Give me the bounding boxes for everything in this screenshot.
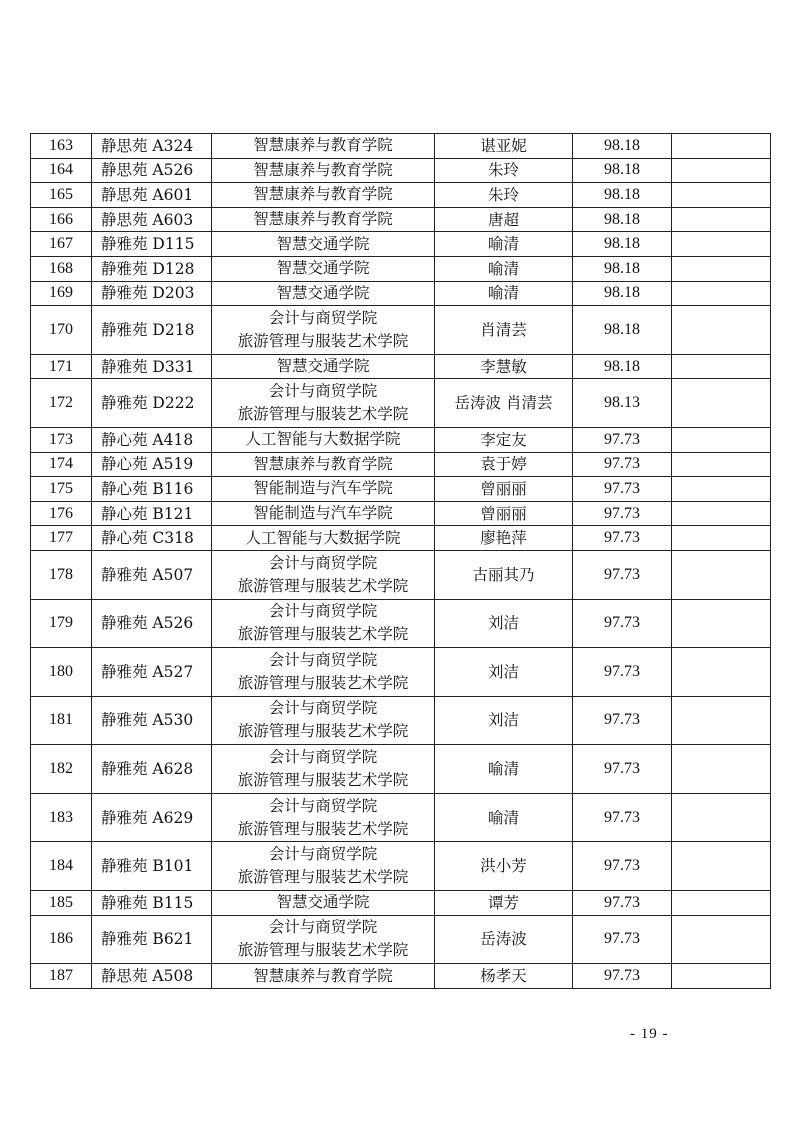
remark-cell — [672, 281, 771, 306]
dorm-room-cell: 静雅苑 A530 — [92, 696, 212, 745]
dorm-room-cell: 静雅苑 A628 — [92, 745, 212, 794]
dorm-room-cell: 静雅苑 A526 — [92, 599, 212, 648]
remark-cell — [672, 427, 771, 452]
college-name: 智慧交通学院 — [276, 259, 370, 278]
college-name: 智慧交通学院 — [276, 893, 370, 912]
remark-cell — [672, 696, 771, 745]
score-cell: 97.73 — [573, 891, 672, 916]
college-cell — [212, 842, 435, 891]
table-row — [31, 281, 771, 306]
score-cell: 97.73 — [573, 550, 672, 599]
remark-cell — [672, 526, 771, 551]
college-cell — [212, 599, 435, 648]
dorm-room-cell: 静雅苑 D115 — [92, 232, 212, 257]
college-cell — [212, 550, 435, 599]
remark-cell — [672, 648, 771, 697]
table-row — [31, 745, 771, 794]
college-name: 智慧交通学院 — [276, 283, 370, 302]
college-name: 人工智能与大数据学院 — [245, 528, 401, 547]
dorm-room-cell: 静思苑 A603 — [92, 207, 212, 232]
dorm-room-cell: 静雅苑 D222 — [92, 379, 212, 428]
table-row — [31, 452, 771, 477]
college-name: 旅游管理与服装艺术学院 — [237, 625, 409, 644]
college-cell — [212, 232, 435, 257]
row-number-cell: 173 — [31, 427, 92, 452]
table-row — [31, 232, 771, 257]
row-number-cell: 174 — [31, 452, 92, 477]
college-name: 旅游管理与服装艺术学院 — [237, 405, 409, 424]
college-name: 旅游管理与服装艺术学院 — [237, 771, 409, 790]
college-cell — [212, 158, 435, 183]
row-number-cell: 169 — [31, 281, 92, 306]
college-name: 会计与商贸学院 — [268, 602, 378, 621]
college-name: 智慧康养与教育学院 — [253, 966, 393, 985]
score-cell: 98.18 — [573, 256, 672, 281]
college-cell — [212, 281, 435, 306]
row-number-cell: 185 — [31, 891, 92, 916]
row-number-cell: 164 — [31, 158, 92, 183]
college-name: 旅游管理与服装艺术学院 — [237, 576, 409, 595]
remark-cell — [672, 207, 771, 232]
score-cell: 98.13 — [573, 379, 672, 428]
table-row — [31, 207, 771, 232]
college-cell — [212, 379, 435, 428]
dorm-room-cell: 静雅苑 B621 — [92, 915, 212, 964]
college-name: 会计与商贸学院 — [268, 845, 378, 864]
row-number-cell: 177 — [31, 526, 92, 551]
college-name: 旅游管理与服装艺术学院 — [237, 722, 409, 741]
table-row — [31, 158, 771, 183]
college-cell — [212, 134, 435, 159]
counselor-name-cell: 洪小芳 — [435, 842, 573, 891]
row-number-cell: 171 — [31, 354, 92, 379]
counselor-name-cell: 李定友 — [435, 427, 573, 452]
college-name: 智慧交通学院 — [276, 357, 370, 376]
counselor-name-cell: 曾丽丽 — [435, 477, 573, 502]
college-name: 旅游管理与服装艺术学院 — [237, 331, 409, 350]
college-name: 旅游管理与服装艺术学院 — [237, 673, 409, 692]
college-cell — [212, 501, 435, 526]
row-number-cell: 176 — [31, 501, 92, 526]
counselor-name-cell: 刘洁 — [435, 648, 573, 697]
counselor-name-cell: 谌亚妮 — [435, 134, 573, 159]
remark-cell — [672, 915, 771, 964]
college-cell — [212, 915, 435, 964]
college-cell — [212, 964, 435, 989]
table-row — [31, 964, 771, 989]
remark-cell — [672, 158, 771, 183]
college-name: 智慧交通学院 — [276, 234, 370, 253]
row-number-cell: 170 — [31, 306, 92, 355]
counselor-name-cell: 喻清 — [435, 232, 573, 257]
score-cell: 97.73 — [573, 964, 672, 989]
dorm-room-cell: 静雅苑 D218 — [92, 306, 212, 355]
dorm-room-cell: 静雅苑 A507 — [92, 550, 212, 599]
counselor-name-cell: 唐超 — [435, 207, 573, 232]
row-number-cell: 179 — [31, 599, 92, 648]
remark-cell — [672, 477, 771, 502]
college-name: 人工智能与大数据学院 — [245, 430, 401, 449]
table-row — [31, 427, 771, 452]
table-row — [31, 526, 771, 551]
college-name: 会计与商贸学院 — [268, 553, 378, 572]
college-name: 智能制造与汽车学院 — [253, 479, 393, 498]
dorm-room-cell: 静雅苑 D203 — [92, 281, 212, 306]
college-name: 智慧康养与教育学院 — [253, 136, 393, 155]
college-name: 会计与商贸学院 — [268, 308, 378, 327]
row-number-cell: 182 — [31, 745, 92, 794]
dormitory-score-table — [30, 133, 771, 989]
college-cell — [212, 452, 435, 477]
counselor-name-cell: 肖清芸 — [435, 306, 573, 355]
college-cell — [212, 891, 435, 916]
college-name: 智慧康养与教育学院 — [253, 160, 393, 179]
score-cell: 97.73 — [573, 648, 672, 697]
row-number-cell: 180 — [31, 648, 92, 697]
dorm-room-cell: 静雅苑 A527 — [92, 648, 212, 697]
score-cell: 98.18 — [573, 232, 672, 257]
remark-cell — [672, 379, 771, 428]
score-cell: 97.73 — [573, 696, 672, 745]
college-name: 会计与商贸学院 — [268, 382, 378, 401]
score-cell: 97.73 — [573, 427, 672, 452]
table-row — [31, 550, 771, 599]
dorm-room-cell: 静心苑 C318 — [92, 526, 212, 551]
table-row — [31, 648, 771, 697]
dorm-room-cell: 静心苑 B121 — [92, 501, 212, 526]
college-cell — [212, 648, 435, 697]
remark-cell — [672, 306, 771, 355]
row-number-cell: 184 — [31, 842, 92, 891]
counselor-name-cell: 岳涛波 肖清芸 — [435, 379, 573, 428]
college-cell — [212, 306, 435, 355]
score-cell: 98.18 — [573, 134, 672, 159]
college-name: 智慧康养与教育学院 — [253, 454, 393, 473]
counselor-name-cell: 喻清 — [435, 745, 573, 794]
row-number-cell: 165 — [31, 183, 92, 208]
row-number-cell: 167 — [31, 232, 92, 257]
table-row — [31, 891, 771, 916]
remark-cell — [672, 134, 771, 159]
table-row — [31, 183, 771, 208]
table-row — [31, 354, 771, 379]
counselor-name-cell: 廖艳萍 — [435, 526, 573, 551]
table-row — [31, 134, 771, 159]
dorm-room-cell: 静雅苑 D331 — [92, 354, 212, 379]
table-row — [31, 696, 771, 745]
counselor-name-cell: 朱玲 — [435, 183, 573, 208]
college-name: 旅游管理与服装艺术学院 — [237, 868, 409, 887]
counselor-name-cell: 喻清 — [435, 256, 573, 281]
table-row — [31, 842, 771, 891]
dorm-room-cell: 静雅苑 B101 — [92, 842, 212, 891]
college-cell — [212, 354, 435, 379]
score-cell: 97.73 — [573, 599, 672, 648]
counselor-name-cell: 谭芳 — [435, 891, 573, 916]
remark-cell — [672, 501, 771, 526]
row-number-cell: 187 — [31, 964, 92, 989]
table-row — [31, 501, 771, 526]
college-name: 会计与商贸学院 — [268, 748, 378, 767]
remark-cell — [672, 599, 771, 648]
row-number-cell: 163 — [31, 134, 92, 159]
college-cell — [212, 183, 435, 208]
dorm-room-cell: 静雅苑 B115 — [92, 891, 212, 916]
row-number-cell: 166 — [31, 207, 92, 232]
remark-cell — [672, 842, 771, 891]
row-number-cell: 168 — [31, 256, 92, 281]
page-number: - 19 - — [630, 1026, 669, 1042]
dorm-room-cell: 静心苑 B116 — [92, 477, 212, 502]
dorm-room-cell: 静思苑 A508 — [92, 964, 212, 989]
score-cell: 98.18 — [573, 207, 672, 232]
dorm-room-cell: 静心苑 A519 — [92, 452, 212, 477]
dorm-room-cell: 静雅苑 A629 — [92, 793, 212, 842]
college-cell — [212, 427, 435, 452]
score-cell: 97.73 — [573, 477, 672, 502]
table-row — [31, 379, 771, 428]
remark-cell — [672, 745, 771, 794]
college-name: 会计与商贸学院 — [268, 699, 378, 718]
counselor-name-cell: 古丽其乃 — [435, 550, 573, 599]
college-cell — [212, 477, 435, 502]
score-cell: 98.18 — [573, 306, 672, 355]
remark-cell — [672, 891, 771, 916]
counselor-name-cell: 刘洁 — [435, 696, 573, 745]
dorm-room-cell: 静雅苑 D128 — [92, 256, 212, 281]
score-cell: 98.18 — [573, 281, 672, 306]
college-name: 会计与商贸学院 — [268, 650, 378, 669]
college-cell — [212, 745, 435, 794]
dorm-room-cell: 静思苑 A324 — [92, 134, 212, 159]
score-cell: 97.73 — [573, 501, 672, 526]
score-cell: 98.18 — [573, 354, 672, 379]
counselor-name-cell: 曾丽丽 — [435, 501, 573, 526]
college-cell — [212, 793, 435, 842]
remark-cell — [672, 183, 771, 208]
college-cell — [212, 207, 435, 232]
college-name: 会计与商贸学院 — [268, 796, 378, 815]
table-row — [31, 477, 771, 502]
score-cell: 97.73 — [573, 915, 672, 964]
row-number-cell: 175 — [31, 477, 92, 502]
counselor-name-cell: 喻清 — [435, 793, 573, 842]
table-row — [31, 599, 771, 648]
table-row — [31, 256, 771, 281]
score-cell: 97.73 — [573, 526, 672, 551]
remark-cell — [672, 550, 771, 599]
counselor-name-cell: 李慧敏 — [435, 354, 573, 379]
college-name: 会计与商贸学院 — [268, 918, 378, 937]
remark-cell — [672, 452, 771, 477]
remark-cell — [672, 232, 771, 257]
counselor-name-cell: 喻清 — [435, 281, 573, 306]
table-row — [31, 793, 771, 842]
row-number-cell: 172 — [31, 379, 92, 428]
row-number-cell: 183 — [31, 793, 92, 842]
college-name: 智能制造与汽车学院 — [253, 504, 393, 523]
counselor-name-cell: 袁于婷 — [435, 452, 573, 477]
counselor-name-cell: 刘洁 — [435, 599, 573, 648]
college-name: 智慧康养与教育学院 — [253, 185, 393, 204]
row-number-cell: 178 — [31, 550, 92, 599]
score-cell: 98.18 — [573, 158, 672, 183]
row-number-cell: 186 — [31, 915, 92, 964]
college-cell — [212, 696, 435, 745]
counselor-name-cell: 杨孝天 — [435, 964, 573, 989]
dorm-room-cell: 静思苑 A526 — [92, 158, 212, 183]
remark-cell — [672, 964, 771, 989]
college-name: 智慧康养与教育学院 — [253, 210, 393, 229]
counselor-name-cell: 朱玲 — [435, 158, 573, 183]
college-cell — [212, 526, 435, 551]
score-cell: 97.73 — [573, 842, 672, 891]
score-cell: 97.73 — [573, 793, 672, 842]
dorm-room-cell: 静思苑 A601 — [92, 183, 212, 208]
college-name: 旅游管理与服装艺术学院 — [237, 819, 409, 838]
college-cell — [212, 256, 435, 281]
table-row — [31, 306, 771, 355]
score-cell: 97.73 — [573, 452, 672, 477]
row-number-cell: 181 — [31, 696, 92, 745]
counselor-name-cell: 岳涛波 — [435, 915, 573, 964]
remark-cell — [672, 256, 771, 281]
dorm-room-cell: 静心苑 A418 — [92, 427, 212, 452]
score-cell: 98.18 — [573, 183, 672, 208]
remark-cell — [672, 793, 771, 842]
college-name: 旅游管理与服装艺术学院 — [237, 941, 409, 960]
score-cell: 97.73 — [573, 745, 672, 794]
table-row — [31, 915, 771, 964]
remark-cell — [672, 354, 771, 379]
